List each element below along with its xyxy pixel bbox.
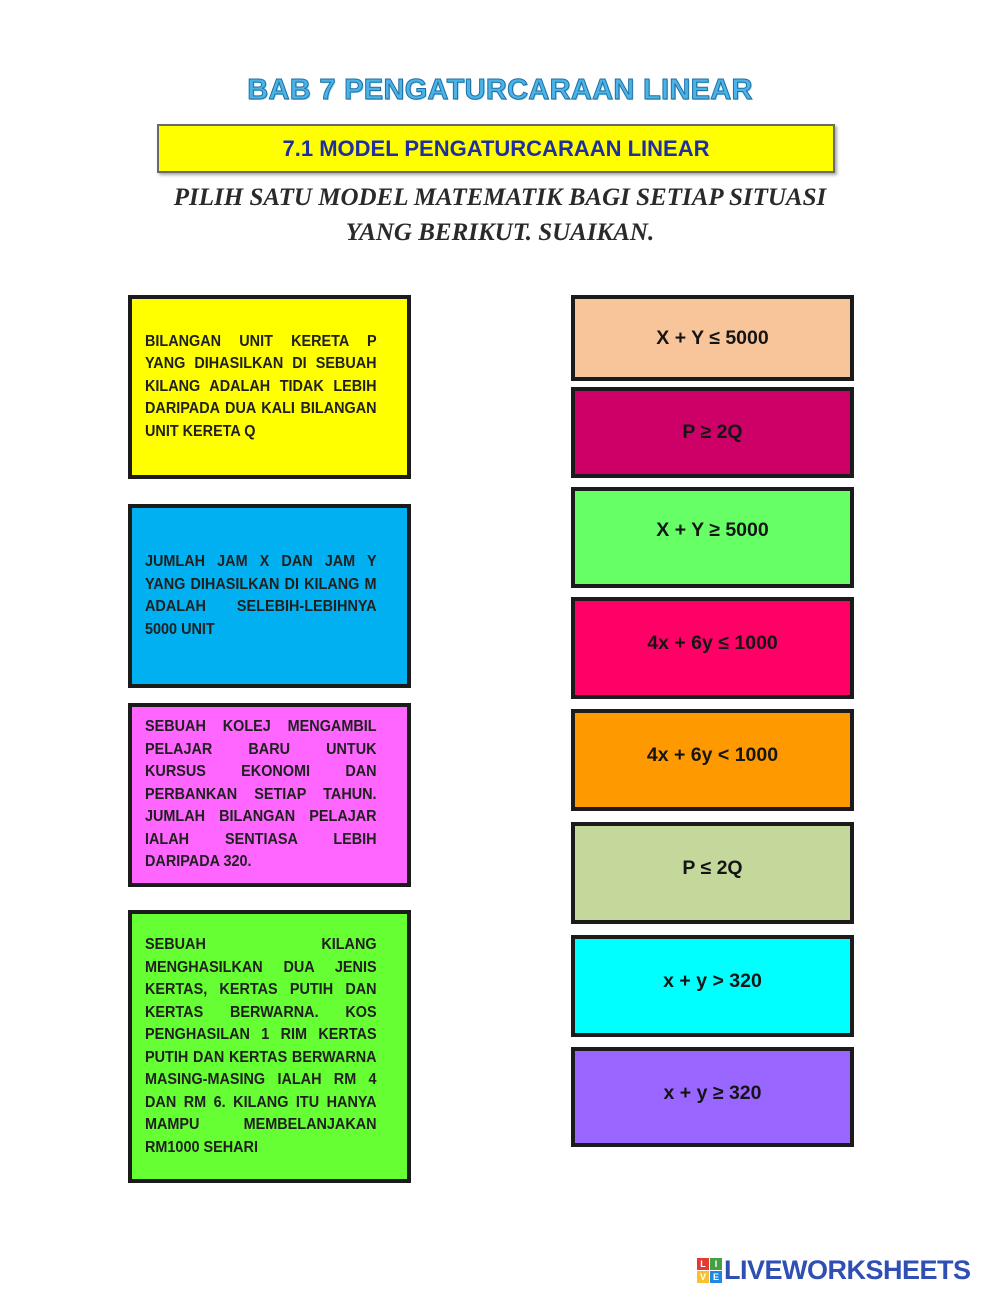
- logo-mark-letter: L: [697, 1258, 709, 1270]
- model-card-2[interactable]: [571, 387, 854, 478]
- model-label: 4x + 6y ≤ 1000: [647, 631, 778, 654]
- situation-card-4[interactable]: [128, 910, 411, 1183]
- situation-card-1[interactable]: [128, 295, 411, 479]
- model-card-3[interactable]: [571, 487, 854, 588]
- model-label: X + Y ≥ 5000: [656, 519, 769, 541]
- model-label: 4x + 6y < 1000: [646, 743, 779, 766]
- model-label: X + Y ≤ 5000: [656, 326, 769, 349]
- instruction-text: [100, 180, 900, 250]
- instruction-line-1: PILIH SATU MODEL MATEMATIK BAGI SETIAP SITUASI: [173, 184, 827, 211]
- situation-card-3[interactable]: [128, 703, 411, 887]
- situation-text: JUMLAH JAM X DAN JAM Y YANG DIHASILKAN DI KILANG M ADALAH SELEBIH-LEBIHNYA 5000 UNIT: [145, 553, 377, 638]
- logo-mark-icon: [697, 1258, 722, 1283]
- model-label: x + y ≥ 320: [663, 1081, 762, 1104]
- situation-card-2[interactable]: [128, 504, 411, 688]
- page-title: BAB 7 PENGATURCARAAN LINEAR: [247, 74, 753, 106]
- liveworksheets-logo: [697, 1256, 971, 1284]
- logo-mark-letter: E: [710, 1271, 722, 1283]
- situation-text: BILANGAN UNIT KERETA P YANG DIHASILKAN DI SEBUAH KILANG ADALAH TIDAK LEBIH DARIPADA DUA KALI BILANGAN UNIT KERETA Q: [145, 332, 377, 440]
- instruction-line-2: YANG BERIKUT. SUAIKAN.: [345, 219, 655, 246]
- model-card-4[interactable]: [571, 597, 854, 699]
- logo-mark-letter: I: [710, 1258, 722, 1270]
- model-card-1[interactable]: [571, 295, 854, 381]
- model-card-8[interactable]: [571, 1047, 854, 1147]
- situation-text: SEBUAH KOLEJ MENGAMBIL PELAJAR BARU UNTUK KURSUS EKONOMI DAN PERBANKAN SETIAP TAHUN. JUMLAH BILANGAN PELAJAR IALAH SENTIASA LEBIH DARIPADA 320.: [145, 718, 377, 871]
- situation-text: SEBUAH KILANG MENGHASILKAN DUA JENIS KERTAS, KERTAS PUTIH DAN KERTAS BERWARNA. KOS PENGHASILAN 1 RIM KERTAS PUTIH DAN KERTAS BERWARNA MASING-MASING IALAH RM 4 DAN RM 6. KILANG ITU HANYA MAMPU MEMBELANJAKAN RM1000 SEHARI: [145, 936, 377, 1156]
- model-label: P ≥ 2Q: [682, 421, 743, 443]
- section-banner: [157, 124, 835, 173]
- logo-text: LIVEWORKSHEETS: [724, 1254, 971, 1285]
- section-title: 7.1 MODEL PENGATURCARAAN LINEAR: [282, 135, 710, 161]
- model-card-7[interactable]: [571, 935, 854, 1037]
- logo-mark-letter: V: [697, 1271, 709, 1283]
- model-card-6[interactable]: [571, 822, 854, 924]
- model-label: P ≤ 2Q: [682, 856, 743, 879]
- model-label: x + y > 320: [663, 969, 762, 992]
- model-card-5[interactable]: [571, 709, 854, 811]
